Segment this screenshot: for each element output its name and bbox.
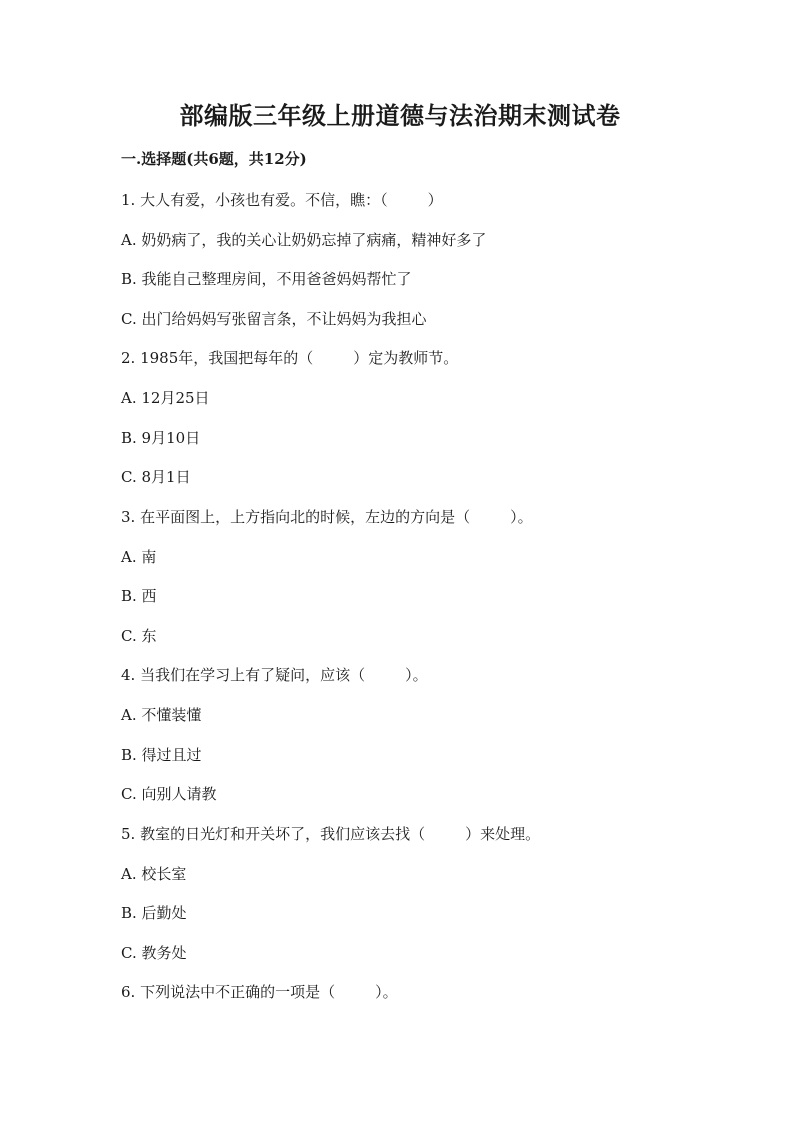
question-1-option-c: C. 出门给妈妈写张留言条，不让妈妈为我担心 — [121, 310, 427, 328]
question-stem-text: ）来处理。 — [465, 825, 541, 843]
question-2-stem — [121, 347, 458, 368]
question-4-option-a: A. 不懂装懂 — [121, 706, 202, 724]
section-header: 一.选择题(共6题，共12分) — [121, 150, 307, 168]
question-stem-text: 5. 教室的日光灯和开关坏了，我们应该去找（ — [121, 825, 426, 843]
question-stem-text: 4. 当我们在学习上有了疑问，应该（ — [121, 666, 366, 684]
question-stem-text: 2. 1985年，我国把每年的（ — [121, 349, 314, 367]
question-2-option-a: A. 12月25日 — [121, 389, 210, 407]
question-3-stem — [121, 506, 533, 527]
question-1-stem — [121, 189, 443, 210]
exam-title: 部编版三年级上册道德与法治期末测试卷 — [179, 101, 621, 130]
question-5-option-b: B. 后勤处 — [121, 904, 187, 922]
question-3-option-b: B. 西 — [121, 587, 157, 605]
question-stem-text: ）定为教师节。 — [353, 349, 459, 367]
question-stem-text: ）。 — [510, 508, 533, 526]
question-5-stem — [121, 823, 540, 844]
question-stem-text: 6. 下列说法中不正确的一项是（ — [121, 983, 336, 1001]
question-stem-text: ）。 — [405, 666, 428, 684]
question-4-option-b: B. 得过且过 — [121, 746, 202, 764]
question-stem-text: 3. 在平面图上，上方指向北的时候，左边的方向是（ — [121, 508, 471, 526]
question-1-option-b: B. 我能自己整理房间，不用爸爸妈妈帮忙了 — [121, 270, 412, 288]
question-3-option-c: C. 东 — [121, 627, 157, 645]
question-2-option-b: B. 9月10日 — [121, 429, 201, 447]
question-stem-text: ）。 — [375, 983, 398, 1001]
question-6-stem — [121, 981, 398, 1002]
question-4-option-c: C. 向别人请教 — [121, 785, 217, 803]
question-3-option-a: A. 南 — [121, 548, 157, 566]
question-stem-text: 1. 大人有爱，小孩也有爱。不信，瞧：（ — [121, 191, 388, 209]
question-5-option-c: C. 教务处 — [121, 944, 187, 962]
question-stem-text: ） — [427, 191, 443, 209]
question-4-stem — [121, 664, 428, 685]
question-1-option-a: A. 奶奶病了，我的关心让奶奶忘掉了病痛，精神好多了 — [121, 231, 487, 249]
question-2-option-c: C. 8月1日 — [121, 468, 191, 486]
question-5-option-a: A. 校长室 — [121, 865, 187, 883]
